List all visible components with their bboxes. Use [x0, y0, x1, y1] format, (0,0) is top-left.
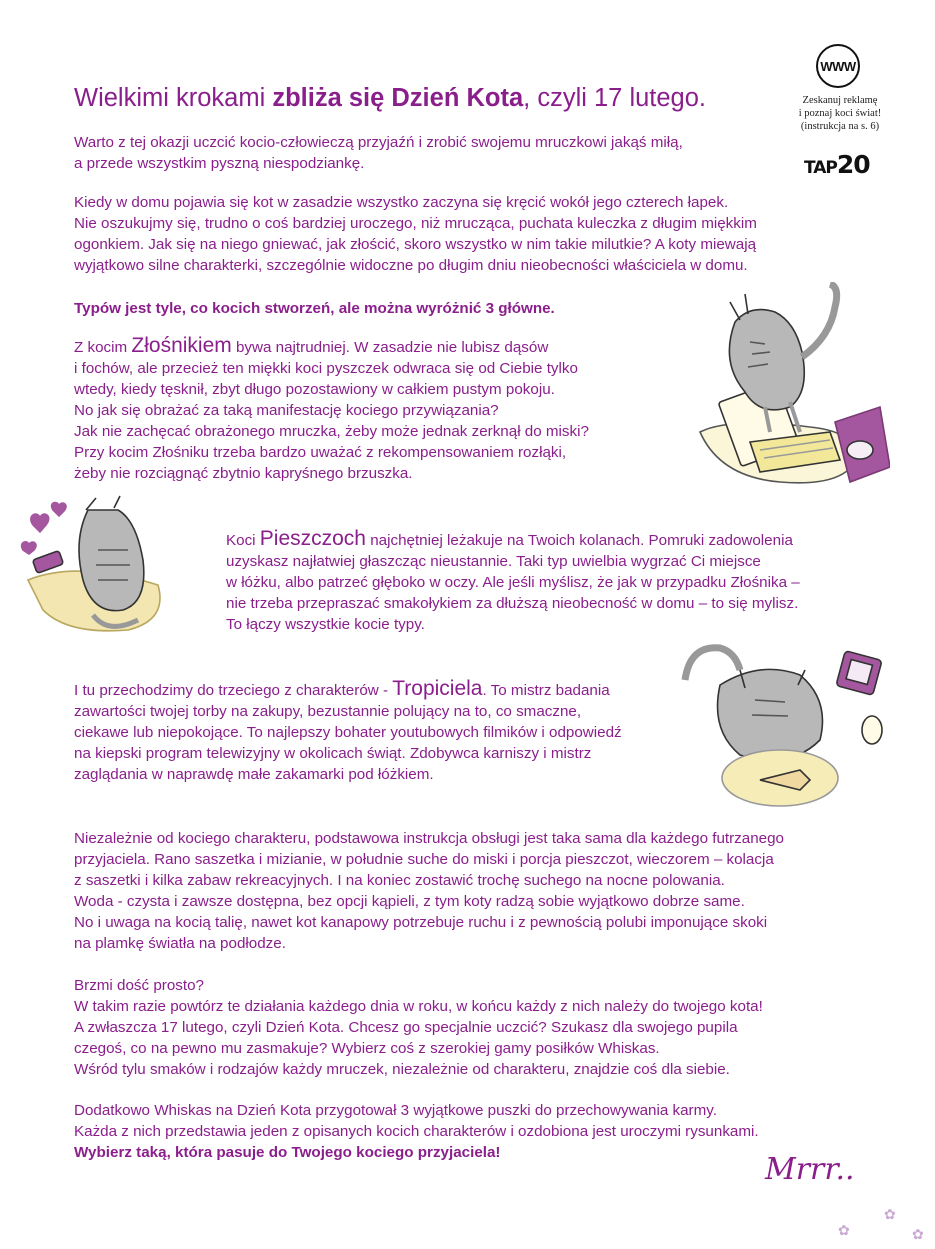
- www-label: WWW: [820, 58, 856, 74]
- title-bold: zbliża się Dzień Kota: [272, 84, 524, 112]
- tropiciel-pre: I tu przechodzimy do trzeciego z charakterów -: [74, 682, 393, 699]
- pieszczoch-pre: Koci: [226, 532, 260, 549]
- pieszczoch-first-line: [226, 528, 916, 551]
- zlosnik-body: i fochów, ale przecież ten miękki koci pyszczek odwraca się od Ciebie tylko wtedy, kiedy tęsknił, zbyt długo pozostawiony w całkiem pustym pokoju. No jak się obrażać za taką manifestację kociego przywiązania? Jak nie zachęcać obrażonego mruczka, żeby może jednak zerknął do miski? Przy kocim Złośniku trzeba bardzo uważać z rekompensowaniem rozłąki, żeby nie rozciągnąć zbytnio kapryśnego brzuszka.: [74, 360, 589, 482]
- pieszczoch-section: [226, 528, 916, 635]
- closing-paragraph-3: Dodatkowo Whiskas na Dzień Kota przygotował 3 wyjątkowe puszki do przechowywania karmy. Każda z nich przedstawia jeden z opisanych kocich charakterów i ozdobiona jest uroczymi rysunkami.: [74, 1102, 759, 1140]
- tropiciel-body: zawartości twojej torby na zakupy, bezustannie polujący na to, co smaczne, ciekawe lub niepokojące. To najlepszy bohater youtubowych filmików i odpowiedź na kiepski program telewizyjny w okolicach świąt. Zdobywca karniszy i mistrz zaglądania w naprawdę małe zakamarki pod łóżkiem.: [74, 703, 622, 783]
- pieszczoch-first-rest: najchętniej leżakuje na Twoich kolanach. Pomruki zadowolenia: [365, 532, 793, 549]
- tropiciel-first-rest: . To mistrz badania: [482, 682, 610, 699]
- pieszczoch-body: uzyskasz najłatwiej głaszcząc nieustannie. Taki typ uwielbia wygrzać Ci miejsce w łóżku, albo patrzeć głęboko w oczy. Ale jeśli myślisz, że jak w przypadku Złośnika – nie trzeba przepraszać smakołykiem za dłuższą nieobecność w domu – to się mylisz. To łączy wszystkie kocie typy.: [226, 553, 800, 633]
- paw-print-icon: ✿: [884, 1206, 896, 1222]
- signature: Mrrr..: [765, 1152, 855, 1187]
- title-pre: Wielkimi krokami: [74, 84, 273, 112]
- scan-note: Zeskanuj reklamę i poznaj koci świat! (instrukcja na s. 6): [798, 95, 882, 132]
- pieszczoch-name: Pieszczoch: [259, 527, 366, 550]
- title-post: , czyli 17 lutego.: [523, 84, 707, 112]
- tap2c-logo: [804, 150, 870, 179]
- zlosnik-first-rest: bywa najtrudniej. W zasadzie nie lubisz dąsów: [231, 339, 549, 356]
- closing-paragraph-2: Brzmi dość prosto? W takim razie powtórz te działania każdego dnia w roku, w końcu każdy z nich należy do twojego kota! A zwłaszcza 17 lutego, czyli Dzień Kota. Chcesz go specjalnie uczcić? Szukasz dla swojego pupila czegoś, co na pewno mu zasmakuje? Wybierz coś z szerokiej gamy posiłków Whiskas. Wśród tylu smaków i rodzajów każdy mruczek, niezależnie od charakteru, znajdzie coś dla siebie.: [74, 977, 763, 1078]
- paw-print-icon: ✿: [912, 1226, 924, 1242]
- zlosnik-name: Złośnikiem: [131, 334, 232, 357]
- closing-call-to-action: Wybierz taką, która pasuje do Twojego kociego przyjaciela!: [74, 1144, 501, 1161]
- page-title: [74, 83, 706, 113]
- tropiciel-name: Tropiciela: [392, 677, 483, 700]
- intro-paragraph-1: Warto z tej okazji uczcić kocio-człowieczą przyjaźń i zrobić swojemu mruczkowi jakąś miłą, a przede wszystkim pyszną niespodziankę.: [74, 134, 683, 172]
- cat-on-laptop-illustration: [690, 282, 890, 508]
- tropiciel-first-line: [74, 678, 714, 701]
- closing-paragraph-1: Niezależnie od kociego charakteru, podstawowa instrukcja obsługi jest taka sama dla każdego futrzanego przyjaciela. Rano saszetka i mizianie, w południe suche do miski i porcja pieszczot, wieczorem – kolacja z saszetki i kilka zabaw rekreacyjnych. I na koniec zostawić trochę suchego na nocne polowania. Woda - czysta i zawsze dostępna, bez opcji kąpieli, z tym koty radzą sobie wyjątkowo dobrze same. No i uwaga na kocią talię, nawet kot kanapowy potrzebuje ruchu i z pewnością polubi imponujące skoki na plamkę światła na podłodze.: [74, 830, 785, 952]
- tap-prefix: TAP: [804, 158, 837, 178]
- zlosnik-first-line: [74, 335, 674, 358]
- intro-paragraph-2: Kiedy w domu pojawia się kot w zasadzie wszystko zaczyna się kręcić wokół jego czterech łapek. Nie oszukujmy się, trudno o coś bardziej uroczego, niż mrucząca, puchata kuleczka z długim miękkim ogonkiem. Jak się na niego gniewać, jak złościć, skoro wszystko w nim takie milutkie? A koty miewają wyjątkowo silne charakterki, szczególnie widoczne po długim dniu nieobecności właściciela w domu.: [74, 194, 757, 274]
- tap-number: 20: [836, 150, 870, 179]
- zlosnik-section: [74, 335, 674, 484]
- types-heading: Typów jest tyle, co kocich stworzeń, ale można wyróżnić 3 główne.: [74, 300, 555, 317]
- cuddly-cat-illustration: [18, 490, 208, 650]
- cat-fishbowl-illustration: [680, 640, 890, 808]
- tropiciel-section: [74, 678, 714, 785]
- zlosnik-pre: Z kocim: [74, 339, 132, 356]
- www-icon[interactable]: [816, 44, 860, 88]
- paw-print-icon: ✿: [838, 1222, 850, 1238]
